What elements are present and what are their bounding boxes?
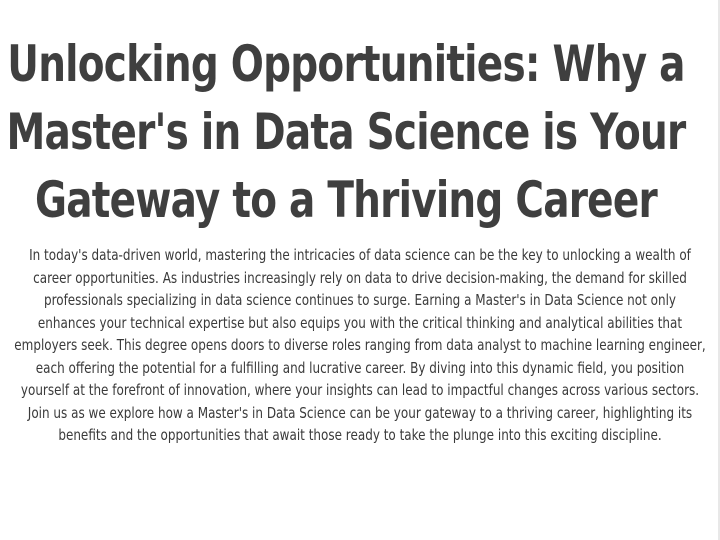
slide-body-text: In today's data-driven world, mastering the intricacies of data science can be the key to unlocking a wealth of career opportunities. As industries increasingly rely on data to drive decision-making, the demand for skilled professionals specializing in data science continues to surge. Earning a Master's in Data Science not only enhances your technical expertise but also equips you with the critical thinking and analytical abilities that employers seek. This degree opens doors to diverse roles ranging from data analyst to machine learning engineer, each offering the potential for a fulfilling and lucrative career. By diving into this dynamic field, you position yourself at the forefront of innovation, where your insights can lead to impactful changes across various sectors. Join us as we explore how a Master's in Data Science can be your gateway to a thriving career, highlighting its benefits and the opportunities that await those ready to take the plunge into this exciting discipline. <box>14 246 706 444</box>
slide-title: Unlocking Opportunities: Why a Master's in Data Science is Your Gateway to a Thriving Career <box>6 35 686 229</box>
